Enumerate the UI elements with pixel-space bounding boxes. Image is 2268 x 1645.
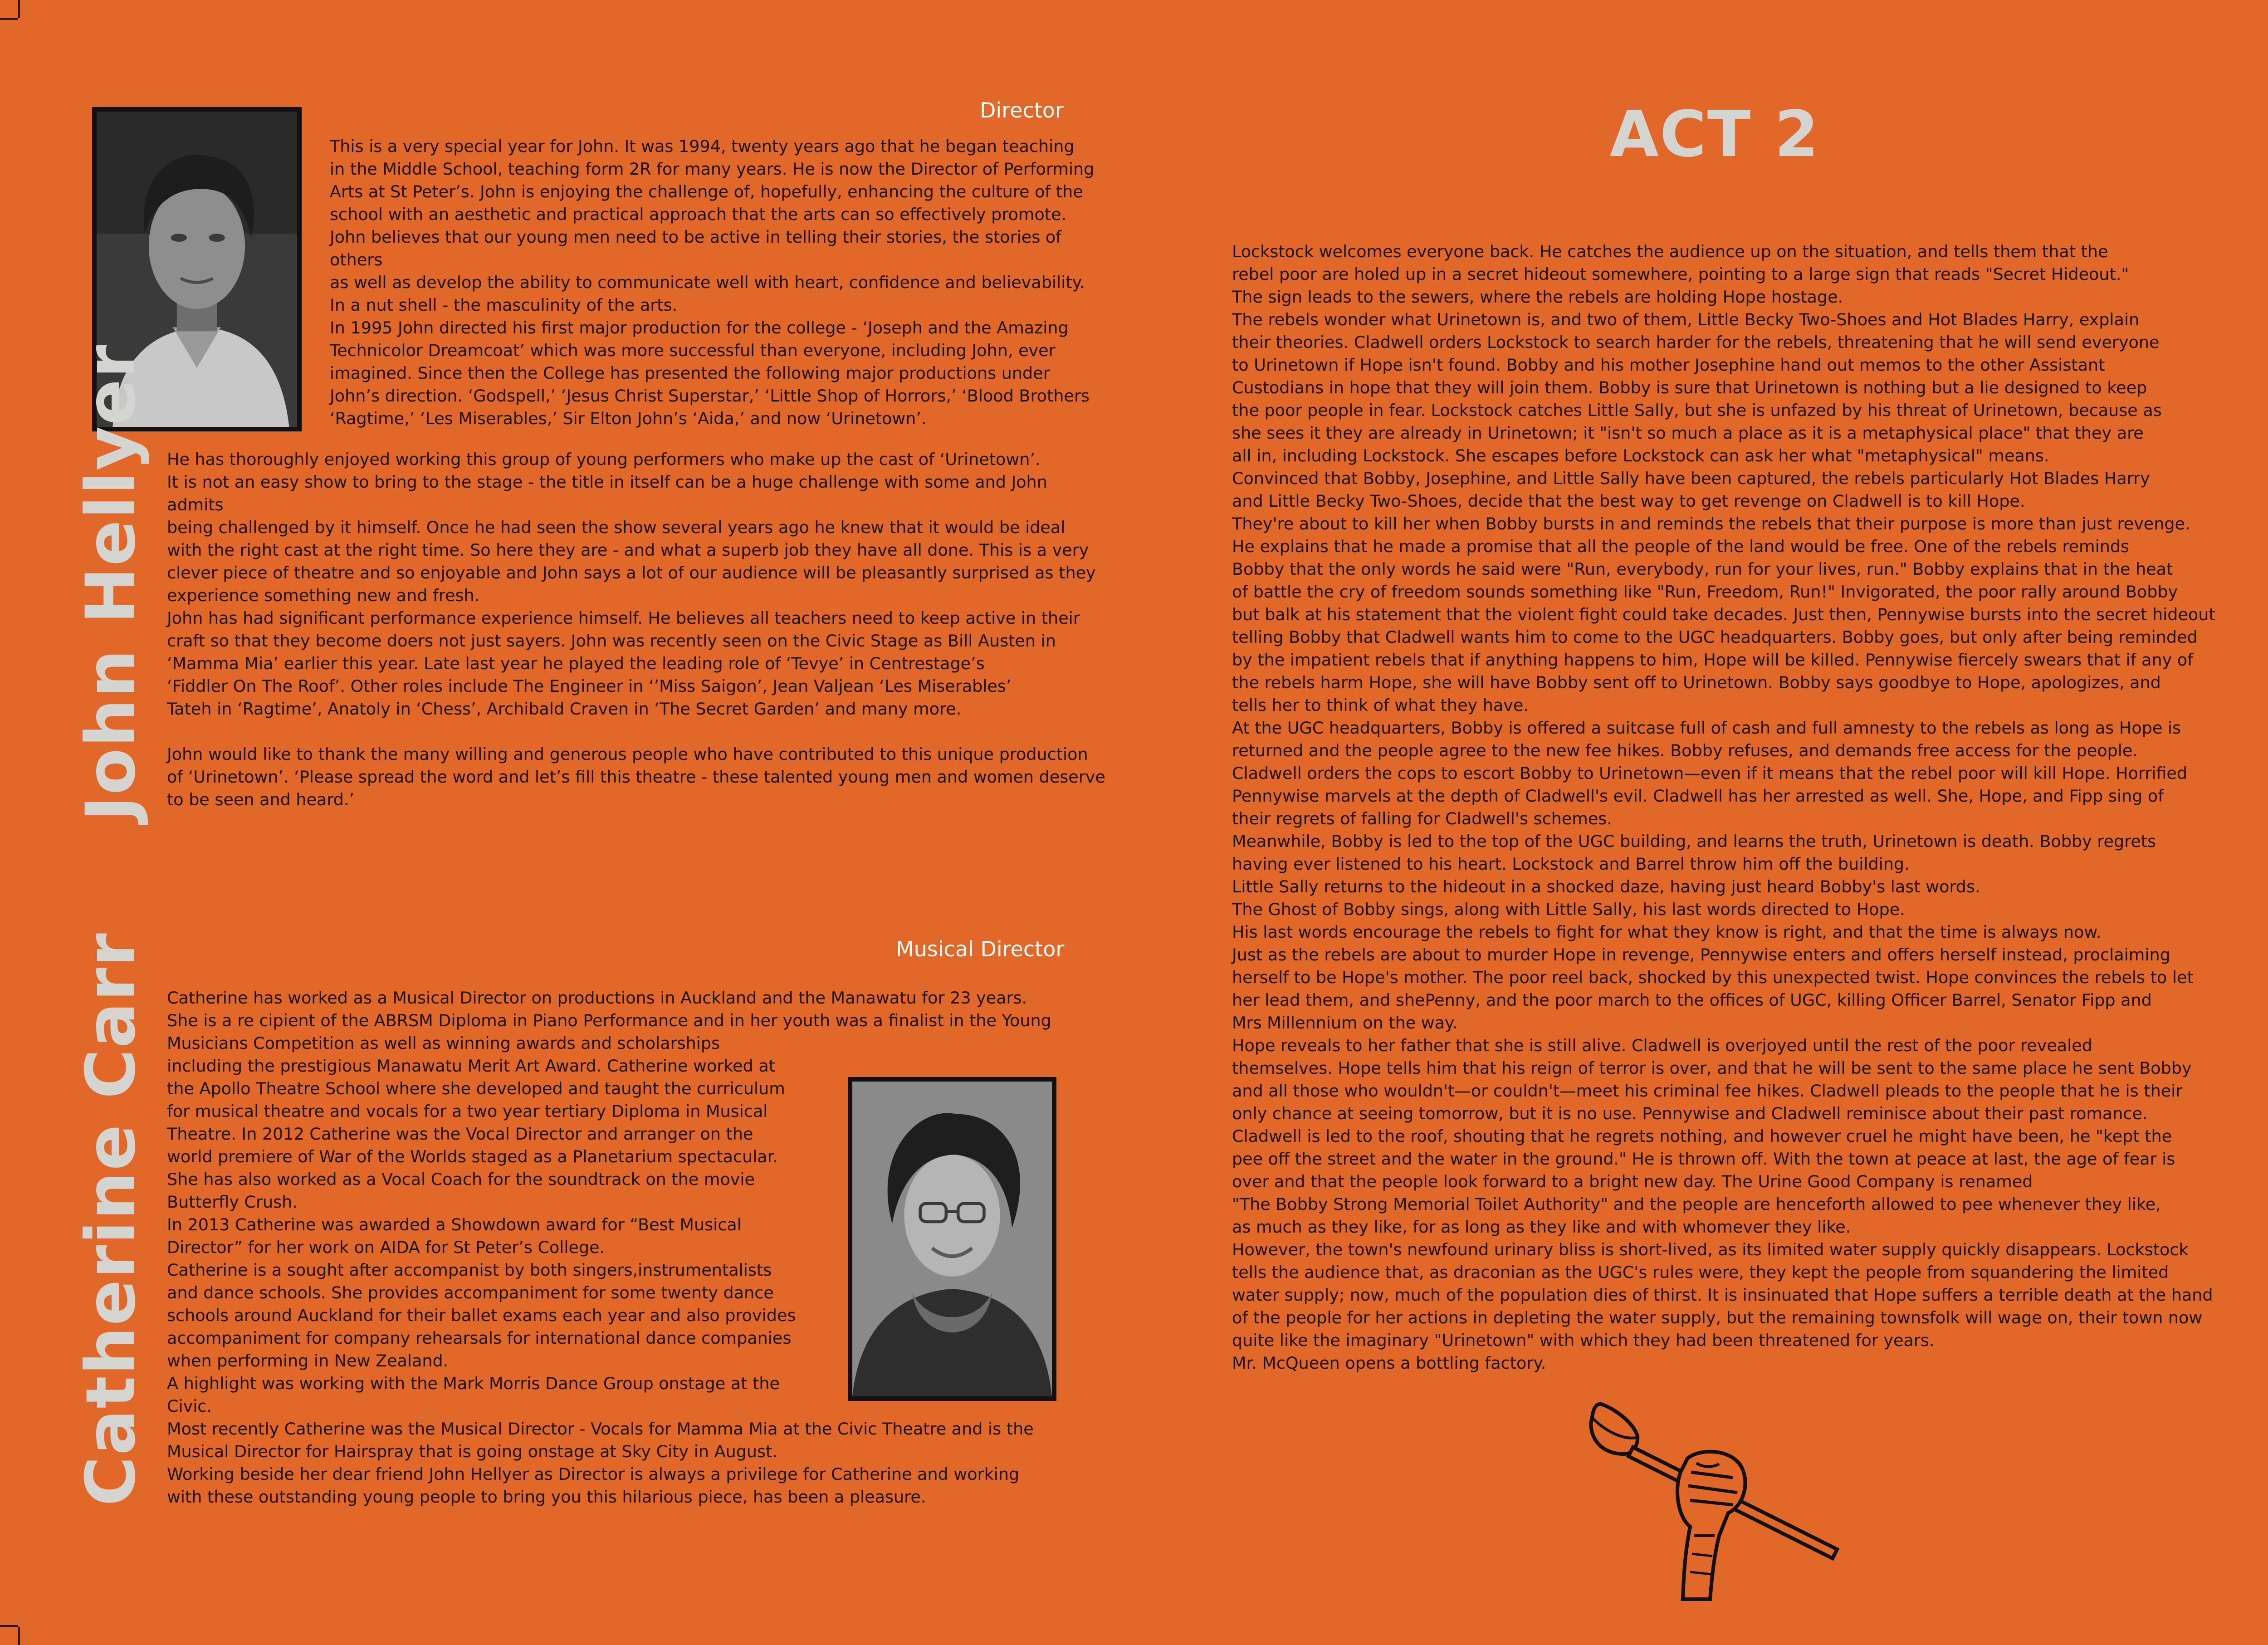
musical-director-portrait-photo xyxy=(848,1077,1056,1401)
musical-director-bio-paragraph-3: Most recently Catherine was the Musical Director - Vocals for Mamma Mia at the Civic Theatre and is the Musical Director for Hairspray that is going onstage at Sky City in August. Working beside her dear friend John Hellyer as Director is always a privilege for Catherine and working with these outstanding young people to bring you this hilarious piece, has been a pleasure. xyxy=(167,1419,1034,1507)
director-role-heading: Director xyxy=(980,98,1064,122)
act2-title: ACT 2 xyxy=(1609,98,1820,171)
director-bio-paragraph-2: In 1995 John directed his first major production for the college - ‘Joseph and the Amazing Technicolor Dreamcoat’ which was more successful than everyone, including John, ever imagined. Since then the College has presented the following major productions under John’s direction. ‘Godspell,’ ‘Jesus Christ Superstar,’ ‘Little Shop of Horrors,’ ‘Blood Brothers ‘Ragtime,’ ‘Les Miserables,’ Sir Elton John’s ‘Aida,’ and now ‘Urinetown’. xyxy=(330,318,1090,428)
musical-director-role-heading: Musical Director xyxy=(896,937,1065,961)
crop-mark-bottom-left-h xyxy=(0,1625,18,1627)
director-bio-paragraph-3: He has thoroughly enjoyed working this group of young performers who make up the cast of ‘Urinetown’. It is not an easy show to bring to the stage - the title in itself can be a huge challenge with some and John admits being challenged by it himself. Once he had seen the show several years ago he knew that it would be ideal with the right cast at the right time. So here they are - and what a superb job they have all done. This is a very clever piece of theatre and so enjoyable and John says a lot of our audience will be pleasantly surprised as they experience something new and fresh. xyxy=(167,450,1096,605)
act2-synopsis: Lockstock welcomes everyone back. He catches the audience up on the situation, and tells them that the rebel poor are holed up in a secret hideout somewhere, pointing to a large sign that reads "Secret Hideout." The sign leads to the sewers, where the rebels are holding Hope hostage. The rebels wonder what Urinetown is, and two of them, Little Becky Two-Shoes and Hot Blades Harry, explain their theories. Cladwell orders Lockstock to search harder for the rebels, threatening that he will send everyone to Urinetown if Hope isn't found. Bobby and his mother Josephine hand out memos to the other Assistant Custodians in hope that they will join them. Bobby is sure that Urinetown is nothing but a lie designed to keep the poor people in fear. Lockstock catches Little Sally, but she is unfazed by his threat of Urinetown, because as she sees it they are already in Urinetown; it "isn't so much a place as it is a metaphysical place" that they are all in, including Lockstock. She escapes before Lockstock can ask her what "metaphysical" means. Convinced that Bobby, Josephine, and Little Sally have been captured, the rebels particularly Hot Blades Harry and Little Becky Two-Shoes, decide that the best way to get revenge on Cladwell is to kill Hope. They're about to kill her when Bobby bursts in and reminds the rebels that their purpose is more than just revenge. He explains that he made a promise that all the people of the land would be free. One of the rebels reminds Bobby that the only words he said were "Run, everybody, run for your lives, run." Bobby explains that in the heat of battle the cry of freedom sounds something like "Run, Freedom, Run!" Invigorated, the poor rally around Bobby but balk at his statement that the violent fight could take decades. Just then, Pennywise bursts into the secret hideout telling Bobby that Cladwell wants him to come to the UGC headquarters. Bobby goes, but only after being reminded by the impatient rebels that if anything happens to him, Hope will be killed. Pennywise fiercely swears that if any of the rebels harm Hope, she will have Bobby sent off to Urinetown. Bobby says goodbye to Hope, apologizes, and tells her to think of what they have. At the UGC headquarters, Bobby is offered a suitcase full of cash and full amnesty to the rebels as long as Hope is returned and the people agree to the new fee hikes. Bobby refuses, and demands free access for the people. Cladwell orders the cops to escort Bobby to Urinetown—even if it means that the rebel poor will kill Hope. Horrified Pennywise marvels at the depth of Cladwell's evil. Cladwell has her arrested as well. She, Hope, and Fipp sing of their regrets of falling for Cladwell's schemes. Meanwhile, Bobby is led to the top of the UGC building, and learns the truth, Urinetown is death. Bobby regrets having ever listened to his heart. Lockstock and Barrel throw him off the building. Little Sally returns to the hideout in a shocked daze, having just heard Bobby's last words. The Ghost of Bobby sings, along with Little Sally, his last words directed to Hope. His last words encourage the rebels to fight for what they know is right, and that the time is always now. Just as the rebels are about to murder Hope in revenge, Pennywise enters and offers herself instead, proclaiming herself to be Hope's mother. The poor reel back, shocked by this unexpected twist. Hope convinces the rebels to let her lead them, and shePenny, and the poor march to the offices of UGC, killing Officer Barrel, Senator Fipp and Mrs Millennium on the way. Hope reveals to her father that she is still alive. Cladwell is overjoyed until the rest of the poor revealed themselves. Hope tells him that his reign of terror is over, and that he will be sent to the same place he sent Bobby and all those who wouldn't—or couldn't—meet his criminal fee hikes. Cladwell pleads to the people that he is their only chance at seeing tomorrow, but it is no use. Pennywise and Cladwell reminisce about their past romance. Cladwell is led to the roof, shouting that he regrets nothing, and however cruel he might have been, he "kept the pee off the street and the water in the ground." He is thrown off. With the town at peace at last, the age of fear is over and that the people look forward to a bright new day. The Urine Good Company is renamed "The Bobby Strong Memorial Toilet Authority" and the people are henceforth allowed to pee whenever they like, as much as they like, for as long as they like and with whomever they like. However, the town's newfound urinary bliss is short-lived, as its limited water supply quickly disappears. Lockstock tells the audience that, as draconian as the UGC's rules were, they kept the people from squandering the limited water supply; now, much of the population dies of thirst. It is insinuated that Hope suffers a terrible death at the hand of the people for her actions in depleting the water supply, but the remaining townsfolk will wage on, their town now quite like the imaginary "Urinetown" with which they had been threatened for years. Mr. McQueen opens a bottling factory. xyxy=(1232,242,2215,1373)
musical-director-bio-paragraph-2: including the prestigious Manawatu Merit Art Award. Catherine worked at the Apollo Theatre School where she developed and taught the curriculum for musical theatre and vocals for a two year tertiary Diploma in Musical Theatre. In 2012 Catherine was the Vocal Director and arranger on the world premiere of War of the Worlds staged as a Planetarium spectacular. She has also worked as a Vocal Coach for the soundtrack on the movie Butterfly Crush. In 2013 Catherine was awarded a Showdown award for “Best Musical Director” for her work on AIDA for St Peter’s College. Catherine is a sought after accompanist by both singers,instrumentalists and dance schools. She provides accompaniment for some twenty dance schools around Auckland for their ballet exams each year and also provides accompaniment for company rehearsals for international dance companies when performing in New Zealand. A highlight was working with the Mark Morris Dance Group onstage at the Civic. xyxy=(167,1056,796,1416)
fist-holding-plunger-icon xyxy=(1583,1400,1846,1608)
director-bio-paragraph-4: John has had significant performance experience himself. He believes all teachers need to keep active in their craft so that they become doers not just sayers. John was recently seen on the Civic Stage as Bill Austen in ‘Mamma Mia’ earlier this year. Late last year he played the leading role of ‘Tevye’ in Centrestage’s ‘Fiddler On The Roof’. Other roles include The Engineer in ‘’Miss Saigon’, Jean Valjean ‘Les Miserables’ Tateh in ‘Ragtime’, Anatoly in ‘Chess’, Archibald Craven in ‘The Secret Garden’ and many more. xyxy=(167,608,1080,719)
crop-mark-top-left-v xyxy=(18,0,20,18)
musical-director-name-vertical: Catherine Carr xyxy=(72,932,151,1506)
director-bio-paragraph-1: This is a very special year for John. It was 1994, twenty years ago that he began teaching in the Middle School, teaching form 2R for many years. He is now the Director of Performing Arts at St Peter’s. John is enjoying the challenge of, hopefully, enhancing the culture of the school with an aesthetic and practical approach that the arts can so effectively promote. John believes that our young men need to be active in telling their stories, the stories of others as well as develop the ability to communicate well with heart, confidence and believability. In a nut shell - the masculinity of the arts. xyxy=(330,137,1095,315)
director-bio-paragraph-5: John would like to thank the many willing and generous people who have contributed to this unique production of ‘Urinetown’. ‘Please spread the word and let’s fill this theatre - these talented young men and women deserve to be seen and heard.’ xyxy=(167,744,1105,809)
crop-mark-top-left-h xyxy=(0,18,18,20)
musical-director-bio-paragraph-1: Catherine has worked as a Musical Director on productions in Auckland and the Manawatu for 23 years. She is a re cipient of the ABRSM Diploma in Piano Performance and in her youth was a finalist in the Young Musicians Competition as well as winning awards and scholarships xyxy=(167,988,1051,1053)
crop-mark-bottom-left-v xyxy=(18,1627,20,1645)
director-name-vertical: John Hellyer xyxy=(72,343,151,821)
